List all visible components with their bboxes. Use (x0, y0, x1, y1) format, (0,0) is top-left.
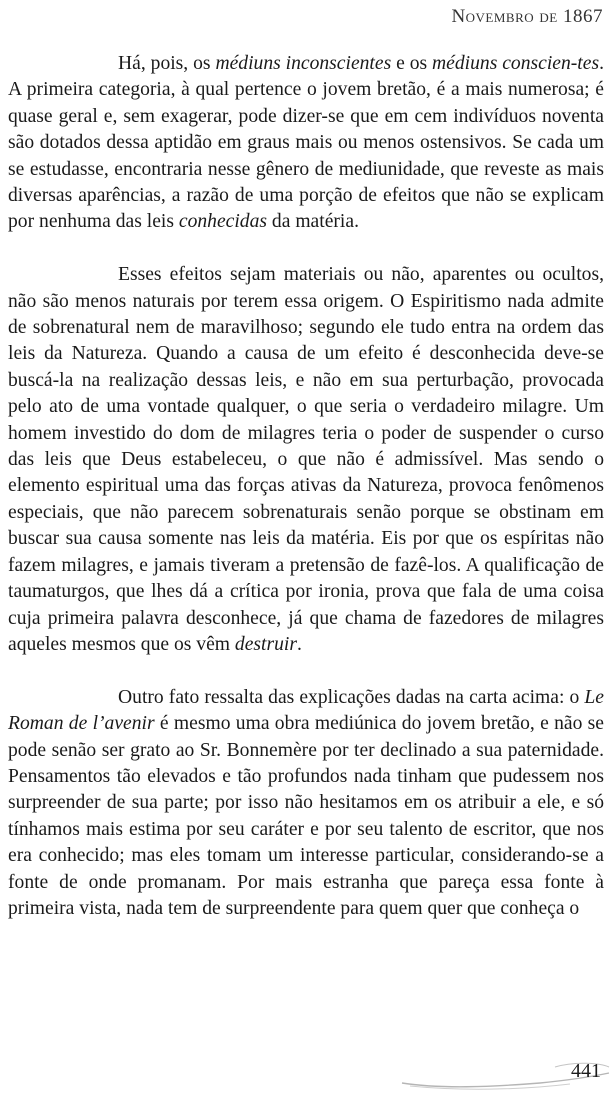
text-run: e os (391, 53, 433, 74)
text-run: . (296, 633, 302, 655)
text-run: da matéria. (267, 211, 359, 233)
text-run: é mesmo uma obra mediúnica do jovem bretão, e não se pode senão ser grato ao Sr. Bonnemère por ter declinado a sua paternidade. Pensamentos tão elevados e tão profundos nada tinham que pudessem nos surpreender de sua parte; por isso não hesitamos em os atribuir a ele, e só tínhamos mais estima por seu caráter e por seu talento de escritor, que nos era conhecido; mas eles tomam um interesse particular, considerando-se a fonte de onde promanam. Por mais estranha que pareça essa fonte à primeira vista, nada tem de surpreendente para quem quer que conheça o (8, 713, 604, 919)
text-run: . A primeira categoria, à qual pertence o jovem bretão, é a mais numerosa; é quase geral e, sem exagerar, pode dizer-se que em cem indivíduos noventa são dotados dessa aptidão em graus mais ou menos ostensivos. Se cada um se estudasse, encontraria nesse gênero de mediunidade, que reveste as mais diversas aparências, a razão de uma porção de efeitos que não se explicam por nenhuma das leis (8, 53, 604, 233)
paragraph-3 (8, 685, 604, 923)
text-run: Outro fato ressalta das explicações dadas na carta acima: o (118, 686, 585, 708)
italic-text-run: conhecidas (178, 211, 268, 233)
running-header: Novembro de 1867 (451, 6, 603, 27)
italic-text-run: médiuns inconscientes (215, 53, 392, 74)
text-run: Há, pois, os (118, 53, 216, 74)
text-run: Esses efeitos sejam materiais ou não, aparentes ou ocultos, não são menos naturais por terem essa origem. O Espiritismo nada admite de sobrenatural nem de maravilhoso; segundo ele tudo entra na ordem das leis da Natureza. Quando a causa de um efeito é desconhecida deve-se buscá-la na realização dessas leis, e não em sua perturbação, provocada pelo ato de uma vontade qualquer, o que seria o verdadeiro milagre. Um homem investido do dom de milagres teria o poder de suspender o curso das leis que Deus estabeleceu, o que não é admissível. Mas sendo o elemento espiritual uma das forças ativas da Natureza, provoca fenômenos especiais, que não parecem sobrenaturais senão porque se obstinam em buscar sua causa somente nas leis da matéria. Eis por que os espíritas não fazem milagres, e jamais tiveram a pretensão de fazê-los. A qualificação de taumaturgos, que lhes dá a crítica por ironia, prova que fala de uma coisa cuja primeira palavra desconhece, já que chama de fazedores de milagres aqueles mesmos que os vêm (8, 264, 604, 655)
italic-text-run: destruir (234, 633, 297, 655)
paragraph-1 (8, 51, 604, 236)
page-number: 441 (571, 1060, 601, 1082)
italic-text-run: Le Roman de l’avenir (8, 686, 604, 735)
paragraph-2 (8, 262, 604, 658)
body-text (8, 51, 604, 922)
italic-text-run: médiuns conscien-tes (432, 53, 600, 74)
